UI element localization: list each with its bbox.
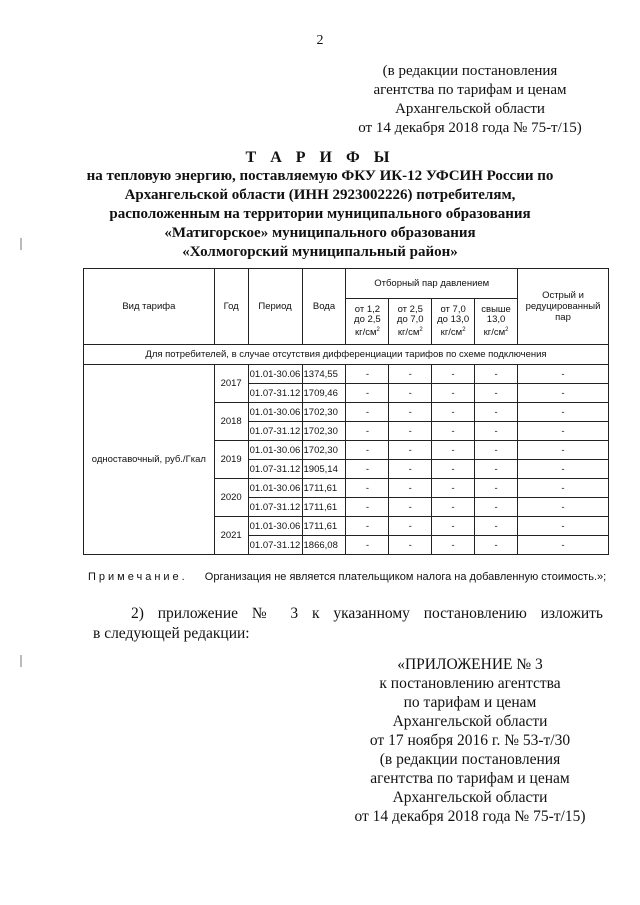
page-number: 2 <box>316 33 324 48</box>
cell-water: 1374,55 <box>302 365 346 384</box>
scan-mark <box>20 238 22 250</box>
cell-dash: - <box>432 403 475 422</box>
cell-dash: - <box>432 460 475 479</box>
note <box>88 571 606 583</box>
cell-water: 1711,61 <box>302 517 346 536</box>
cell-year: 2021 <box>214 517 248 555</box>
cell-period: 01.01-30.06 <box>248 517 302 536</box>
cell-dash: - <box>389 536 432 555</box>
cell-dash: - <box>346 460 389 479</box>
cell-dash: - <box>475 460 518 479</box>
header-steam-4: свыше 13,0 $кг/см^2$ <box>475 299 518 345</box>
appendix-line: Архангельской области <box>392 789 548 806</box>
cell-dash: - <box>475 422 518 441</box>
cell-dash: - <box>389 460 432 479</box>
cell-period: 01.01-30.06 <box>248 441 302 460</box>
cell-dash: - <box>346 517 389 536</box>
amendment-paragraph <box>93 604 603 644</box>
paragraph-line: в следующей редакции: <box>93 625 250 642</box>
cell-dash: - <box>432 365 475 384</box>
cell-dash: - <box>432 517 475 536</box>
header-tariff-type: Вид тарифа <box>84 269 215 345</box>
cell-dash: - <box>346 498 389 517</box>
cell-year: 2017 <box>214 365 248 403</box>
appendix-line: Архангельской области <box>392 713 548 730</box>
cell-dash: - <box>475 365 518 384</box>
cell-dash: - <box>518 479 609 498</box>
title-line: расположенным на территории муниципального образования <box>109 206 531 222</box>
appendix-line: от 17 ноября 2016 г. № 53-т/30 <box>369 732 571 749</box>
cell-period: 01.07-31.12 <box>248 460 302 479</box>
cell-period: 01.07-31.12 <box>248 422 302 441</box>
cell-dash: - <box>432 536 475 555</box>
title-word: Т А Р И Ф Ы <box>245 149 395 166</box>
cell-year: 2019 <box>214 441 248 479</box>
note-label: Примечание. <box>88 571 188 583</box>
cell-year: 2018 <box>214 403 248 441</box>
appendix-line: (в редакции постановления <box>379 751 561 768</box>
header-period: Период <box>248 269 302 345</box>
tariff-table <box>83 268 609 555</box>
cell-water: 1711,61 <box>302 498 346 517</box>
appendix-line: агентства по тарифам и ценам <box>370 770 570 787</box>
cell-dash: - <box>389 365 432 384</box>
cell-dash: - <box>389 517 432 536</box>
cell-dash: - <box>389 441 432 460</box>
cell-dash: - <box>475 441 518 460</box>
cell-period: 01.07-31.12 <box>248 536 302 555</box>
header-steam-3: от 7,0 до 13,0 $кг/см^2$ <box>432 299 475 345</box>
cell-dash: - <box>475 384 518 403</box>
cell-water: 1709,46 <box>302 384 346 403</box>
cell-dash: - <box>518 536 609 555</box>
cell-dash: - <box>346 536 389 555</box>
cell-dash: - <box>346 479 389 498</box>
cell-dash: - <box>518 460 609 479</box>
note-text: Организация не является плательщиком налога на добавленную стоимость.»; <box>204 571 607 583</box>
appendix-line: от 14 декабря 2018 года № 75-т/15) <box>354 808 586 825</box>
document-title <box>60 148 580 262</box>
cell-period: 01.07-31.12 <box>248 384 302 403</box>
cell-period: 01.07-31.12 <box>248 498 302 517</box>
appendix-line: «ПРИЛОЖЕНИЕ № 3 <box>397 656 543 673</box>
cell-dash: - <box>432 498 475 517</box>
header-note-line: от 14 декабря 2018 года № 75-т/15) <box>358 120 582 136</box>
cell-dash: - <box>518 498 609 517</box>
cell-period: 01.01-30.06 <box>248 403 302 422</box>
cell-dash: - <box>432 422 475 441</box>
section-label: Для потребителей, в случае отсутствия дифференциации тарифов по схеме подключения <box>84 345 609 365</box>
cell-dash: - <box>432 441 475 460</box>
paragraph-line: 2) приложение № 3 к указанному постановлению изложить <box>131 605 603 622</box>
cell-water: 1905,14 <box>302 460 346 479</box>
cell-dash: - <box>432 479 475 498</box>
cell-water: 1702,30 <box>302 403 346 422</box>
cell-water: 1866,08 <box>302 536 346 555</box>
cell-water: 1711,61 <box>302 479 346 498</box>
cell-dash: - <box>389 422 432 441</box>
title-line: «Холмогорский муниципальный район» <box>182 244 458 260</box>
appendix-line: к постановлению агентства <box>379 675 561 692</box>
header-steam-2: от 2,5 до 7,0 $кг/см^2$ <box>389 299 432 345</box>
cell-dash: - <box>389 479 432 498</box>
cell-dash: - <box>475 498 518 517</box>
title-line: на тепловую энергию, поставляемую ФКУ ИК-12 УФСИН России по <box>86 168 554 184</box>
cell-dash: - <box>389 384 432 403</box>
title-line: Архангельской области (ИНН 2923002226) потребителям, <box>124 187 516 203</box>
cell-dash: - <box>346 384 389 403</box>
cell-dash: - <box>346 422 389 441</box>
appendix-line: по тарифам и ценам <box>403 694 537 711</box>
cell-water: 1702,30 <box>302 422 346 441</box>
cell-period: 01.01-30.06 <box>248 365 302 384</box>
cell-dash: - <box>518 422 609 441</box>
header-note <box>330 62 610 138</box>
header-sharp-steam: Острый и редуцированный пар <box>518 269 609 345</box>
cell-dash: - <box>432 384 475 403</box>
cell-water: 1702,30 <box>302 441 346 460</box>
cell-dash: - <box>475 479 518 498</box>
header-year: Год <box>214 269 248 345</box>
cell-dash: - <box>518 517 609 536</box>
cell-dash: - <box>346 365 389 384</box>
cell-period: 01.01-30.06 <box>248 479 302 498</box>
header-note-line: (в редакции постановления <box>382 63 558 79</box>
cell-dash: - <box>389 498 432 517</box>
cell-dash: - <box>475 403 518 422</box>
table-row <box>84 365 609 384</box>
cell-dash: - <box>518 441 609 460</box>
cell-dash: - <box>389 403 432 422</box>
cell-dash: - <box>346 441 389 460</box>
cell-dash: - <box>346 403 389 422</box>
header-steam-1: от 1,2 до 2,5 $кг/см^2$ <box>346 299 389 345</box>
header-steam-group: Отборный пар давлением <box>346 269 518 299</box>
cell-dash: - <box>518 384 609 403</box>
cell-dash: - <box>518 403 609 422</box>
scan-mark <box>20 655 22 667</box>
cell-dash: - <box>518 365 609 384</box>
header-note-line: агентства по тарифам и ценам <box>373 82 567 98</box>
cell-dash: - <box>475 517 518 536</box>
appendix-header <box>330 655 610 826</box>
cell-tariff-name: одноставочный, руб./Гкал <box>84 365 215 555</box>
header-water: Вода <box>302 269 346 345</box>
cell-dash: - <box>475 536 518 555</box>
cell-year: 2020 <box>214 479 248 517</box>
header-note-line: Архангельской области <box>395 101 545 117</box>
title-line: «Матигорское» муниципального образования <box>164 225 476 241</box>
